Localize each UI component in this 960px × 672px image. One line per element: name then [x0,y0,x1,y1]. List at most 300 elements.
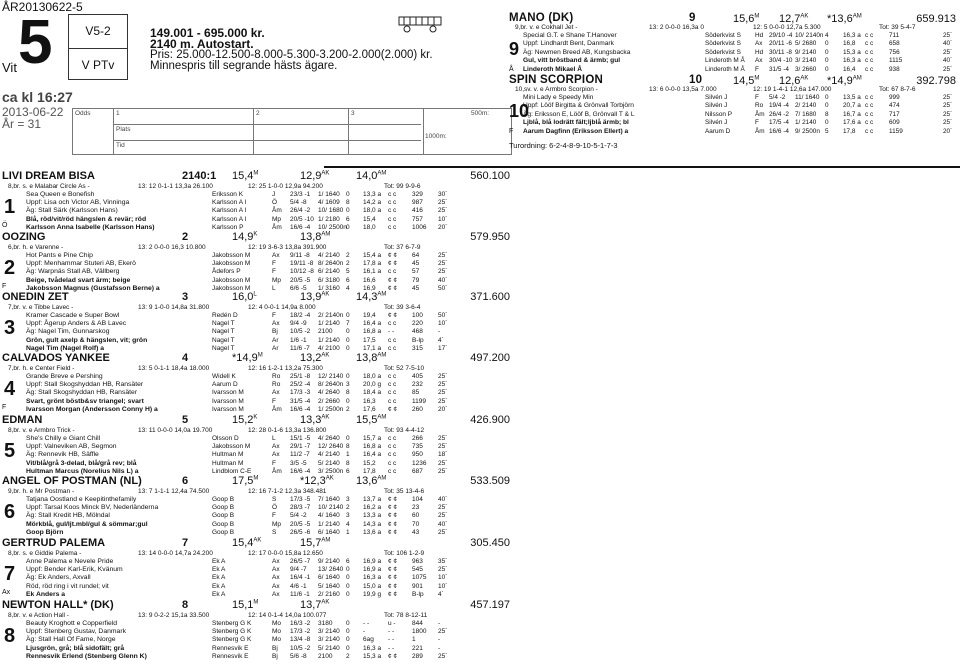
race-result-row [212,566,512,574]
horse-line: Äg: Ek Anders, Axvall [26,574,91,582]
record-type: AM [377,291,387,298]
race-result-row [212,574,512,582]
record-type: L [253,291,257,298]
result-cell: Ax [272,574,280,582]
horse-line: Beauty Kroghott e Copperfield [26,620,118,627]
result-cell: ¢ ¢ [388,574,398,582]
race-result-row [212,252,512,260]
result-cell: 687 [412,467,423,475]
horse-line: Uppf: Stall Skogshyddan HB, Ransäter [26,381,144,389]
record: $14,0^{AM}$ [356,170,387,182]
result-cell: 25/2 -4 [290,381,311,389]
record-3 [827,13,862,25]
result-cell: c c [388,451,397,459]
autostart-car-icon [398,14,442,34]
race-result-row [212,451,512,459]
result-cell: 9/ 2140 [318,558,340,565]
record: $15,6^M$ [733,13,760,25]
trainer-letter: F [509,128,514,135]
horse-line: Sea Queen e Bonefish [26,191,95,198]
race-result-row [705,40,960,48]
result-cell: 40´ [438,520,448,528]
record: $15,7^{AM}$ [300,537,331,549]
result-cell: c c [865,57,874,65]
result-cell: c c [388,191,397,198]
result-cell: 844 [412,620,423,627]
result-cell: 25/1 -8 [290,373,311,380]
result-cell: 0 [825,57,829,65]
record-3 [827,75,862,87]
record-2 [300,475,334,487]
result-cell: 14,2 a [363,199,382,207]
result-cell: 2 [346,260,350,268]
result-cell: 8 [346,459,350,467]
result-cell: 0 [346,344,350,352]
result-cell: Karlsson P [212,223,244,231]
result-cell: 15,4 a [363,252,382,259]
record: $12,9^{AK}$ [300,170,330,182]
result-cell: 266 [412,435,423,442]
horse-pedigree: 10,sv. v. e Armbro Scorpion - [515,86,598,93]
result-cell: 4/ 1640 [318,512,340,520]
result-cell: 221 [412,644,423,652]
result-cell: Nagel T [212,344,235,352]
record-type: AK [321,170,330,177]
result-cell: Eriksson K [212,191,244,198]
result-cell: 25´ [943,32,953,39]
result-cell: Hultman M [212,451,244,459]
result-cell: 60 [412,512,420,520]
result-cell: 9/11 -8 [290,252,310,259]
odds-col-1: 1 [116,110,120,117]
record-type: M [257,352,263,359]
stats-13: 13: 9 0-2-2 15,1a 33.500 [138,612,210,619]
result-cell: Ro [755,102,764,110]
result-cell: ¢ ¢ [388,312,398,319]
result-cell: 0 [346,328,350,336]
horse-pedigree: 6,br. h. e Varenne - [8,244,64,251]
result-cell: 3/ 2140 [795,57,817,65]
result-cell: 6/ 1640 [318,528,340,536]
result-cell: 0 [346,620,350,627]
result-cell: ¢ ¢ [388,496,398,503]
record: $14,9^K$ [232,231,258,243]
result-cell: Hd [755,32,764,39]
record: $15,1^M$ [232,599,259,611]
result-cell: 16,6 [363,276,376,284]
result-cell: 5/4 -2 [769,94,786,101]
result-cell: 20´ [943,127,953,135]
result-cell: F [272,512,276,520]
start-number: 2140:1 [182,170,217,182]
result-cell: 20/11 -6 [769,40,792,48]
odds-1000m: 1000m: [425,133,447,140]
result-cell: 10/ 2140 [318,504,344,512]
record-1 [232,352,263,364]
result-cell: 18´ [438,451,448,459]
result-cell: 1/6 -1 [290,336,307,344]
result-cell: 16,9 a [363,566,382,574]
stats-12: 12: 17 0-0-0 15,8a 12.650 [248,550,323,557]
result-cell: 3/ 2140 [318,628,340,636]
record: $15,4^{AK}$ [232,537,262,549]
record-1 [232,231,257,243]
result-cell: Åm [272,207,282,215]
result-cell: 2100 [318,652,333,660]
result-cell: Söderkvist S [705,48,741,56]
result-cell: 4´ [438,590,444,598]
horse-pedigree: 9,br. h. e Mr Postman - [8,488,75,495]
result-cell: Åm [272,223,282,231]
record: $*12,3^{AK}$ [300,475,334,487]
race-result-row [212,199,512,207]
result-cell: L [272,435,276,442]
result-cell: Nilsson P [705,110,732,118]
result-cell: 13,7 a [363,496,382,503]
start-number: 10 [689,74,703,86]
result-cell: 45 [412,260,420,268]
result-cell: 18,4 a [363,389,382,397]
horse-pedigree: 8,br. s. e Malabar Circle As - [8,183,90,190]
result-cell: 25´ [438,389,448,397]
result-cell: 45 [412,284,420,292]
race-result-row [212,328,512,336]
record-type: AM [852,75,862,82]
result-cell: 3/5 -5 [290,459,307,467]
result-cell: ¢ ¢ [388,566,398,574]
result-cell: 16,9 [363,284,376,292]
odds-col-3: 3 [351,110,355,117]
race-result-row [212,389,512,397]
result-cell: Mp [272,276,282,284]
result-cell: 0 [346,191,350,198]
result-cell: Ax [272,443,280,451]
result-cell: 15,0 a [363,582,382,590]
result-cell: 20,0 g [363,381,382,389]
result-cell: 1/ 2140 [318,520,340,528]
result-cell: - [438,620,441,627]
start-info [2,90,73,130]
stats-13: 13: 14 0-0-0 14,7a 24.200 [138,550,213,557]
result-cell: Ax [755,40,763,48]
result-cell: 25´ [438,528,448,536]
result-cell: ¢ ¢ [388,260,398,268]
race-result-row [705,119,960,127]
result-cell: 11/6 -1 [290,590,310,598]
earnings: 659.913 [916,13,956,25]
result-cell: 1/ 2140 [318,336,340,344]
result-cell: 4 [825,32,829,39]
stats-12: 12: 25 1-0-0 12,9a 94.200 [248,183,323,190]
race-result-row [212,381,512,389]
race-id: ÅR20130622-5 [2,0,83,14]
result-cell: 16/6 -4 [290,405,311,413]
result-cell: Ö [272,504,278,512]
earnings: 579.950 [470,231,510,243]
result-cell: F [272,312,276,319]
result-cell: 2/ 2140n [318,312,344,319]
result-cell: Ax [272,252,280,259]
result-cell: 15,2 [363,459,376,467]
trainer-letter: F [2,283,7,290]
result-cell: Mo [272,620,282,627]
driver: Rennesvik Erlend (Stenberg Glenn K) [26,652,147,660]
result-cell: 15,7 a [363,435,382,442]
result-cell: S [272,528,277,536]
result-cell: 28/3 -7 [290,504,311,512]
entry-3 [0,291,960,352]
result-cell: Aarum D [705,127,731,135]
result-cell: Ivarsson M [212,405,244,413]
horse-line: Hot Pants e Pine Chip [26,252,93,259]
result-cell: F [755,94,759,101]
result-cell: 2 [346,252,350,259]
trainer-letter: Ax [2,589,11,596]
horse-line: Röd, röd ring i vit rundel; vit [26,582,109,590]
result-cell: F [272,459,276,467]
record-2 [300,231,330,243]
horse-line: Äg: Stall Skogshyddan HB, Ransäter [26,389,138,397]
result-cell: c c [865,110,874,118]
horse-line: Äg: Stall Kredit HB, Mölndal [26,512,110,520]
record-3 [356,352,386,364]
stats-13: 13: 7 1-1-1 12,4a 74.500 [138,488,210,495]
result-cell: 20,7 a [843,102,861,110]
horse-line: Uppf: Bender Karl-Erik, Kvänum [26,566,123,574]
record: $13,7^{AK}$ [300,599,330,611]
record: $16,0^L$ [232,291,257,303]
result-cell: c c [388,443,397,451]
result-cell: Ax [272,558,280,565]
start-number: 4 [182,352,189,364]
race-result-row [705,128,960,136]
result-cell: 25´ [438,504,448,512]
result-cell: ¢ ¢ [388,520,398,528]
horse-line: Äg: Stall Särk (Karlsson Hans) [26,207,118,215]
result-cell: 25´ [438,467,448,475]
race-result-row [212,443,512,451]
result-cell: 50´ [438,284,448,292]
result-cell: 19/4 -4 [769,102,789,110]
record: $15,2^K$ [232,414,258,426]
result-cell: 756 [889,48,900,56]
result-cell: 16/6 -4 [290,223,311,231]
result-cell: Hd [755,48,764,56]
result-cell: 4/ 1609 [318,199,340,207]
result-cell: 6 [346,467,350,475]
record-1 [232,414,257,426]
record: $15,4^M$ [232,170,259,182]
result-cell: 735 [412,443,423,451]
result-cell: Ådefors P [212,268,241,276]
horse-line: Äg: Newmen Breed AB, Kungsbacka [523,48,631,56]
odds-plats: Plats [116,126,131,133]
result-cell: Åm [755,127,765,135]
result-cell: 0 [346,373,350,380]
record-type: AM [377,475,387,482]
result-cell: 609 [889,119,900,127]
result-cell: 315 [412,344,423,352]
result-cell: Mp [272,215,282,223]
result-cell: 16/3 -2 [290,620,311,627]
result-cell: c c [865,65,874,73]
race-result-row [212,277,512,285]
result-cell: c c [388,389,397,397]
result-cell: 15,3 a [363,652,382,660]
result-cell: 0 [346,582,350,590]
result-cell: 18,0 a [363,207,382,215]
result-cell: 15,3 a [843,48,861,56]
result-cell: - - [388,636,395,644]
horse-line: Vit/blå/grå 3-delad, blå/grå rev; blå [26,459,137,467]
result-cell: 20´ [438,223,448,231]
divider [324,166,960,168]
result-cell: 25´ [943,48,953,56]
result-cell: 8 [346,199,350,207]
result-cell: Karlsson A I [212,199,247,207]
record-type: AM [377,352,387,359]
result-cell: 999 [889,94,900,101]
result-cell: 16,7 a [843,110,861,118]
horse-line: Ljusgrön, grå; blå sidofält; grå [26,644,125,652]
result-cell: 31/5 -4 [290,397,311,405]
result-cell: 16,3 a [843,57,861,65]
start-number: 2 [182,231,189,243]
result-cell: Ro [272,373,281,380]
result-cell: 9/ 2140 [795,48,817,56]
record: $14,3^{AM}$ [356,291,387,303]
result-cell: - [363,628,366,636]
horse-line: Uppf: Stenberg Gustav, Danmark [26,628,126,636]
result-cell: Lindblom C-E [212,467,252,475]
horse-line: Ljblå, blå lodrätt fält;ljblå ärmb; bl [523,119,629,127]
result-cell: ¢ ¢ [388,284,398,292]
result-cell: 18,0 [363,223,376,231]
horse-name: GERTRUD PALEMA [2,537,106,549]
driver: Jakobsson Magnus (Gustafsson Berne) a [26,284,160,292]
result-cell: 25´ [438,652,448,660]
result-cell: 50´ [438,312,448,319]
record-type: M [253,170,259,177]
result-cell: 2/ 2160 [318,590,340,598]
race-result-row [212,216,512,224]
result-cell: Silvén J [705,119,728,127]
race-result-row [212,312,512,320]
race-date: 2013-06-22 [2,105,64,119]
result-cell: Åm [272,467,282,475]
result-cell: 19/11 -8 [290,260,314,268]
result-cell: 0 [346,574,350,582]
result-cell: 40´ [438,276,448,284]
result-cell: 232 [412,381,423,389]
result-cell: 757 [412,215,423,223]
horse-line: Uppf: Lindhardt Bent, Danmark [523,40,614,48]
stats-13: 13: 2 0-0-0 16,3 10.800 [138,244,206,251]
result-cell: 6/ 1640 [318,574,340,582]
result-cell: Jakobsson M [212,284,251,292]
result-cell: 25´ [943,65,953,73]
record-type: M [253,475,259,482]
result-cell: 2 [346,504,350,512]
result-cell: Söderkvist S [705,40,741,48]
result-cell: Goop B [212,520,235,528]
stats-13: 13: 9 1-0-0 14,8a 31.800 [138,304,210,311]
result-cell: c c [865,32,874,39]
result-cell: Ar [272,336,279,344]
result-cell: 25´ [943,110,953,118]
horse-line: Uppf: Tarsal Koos Minck BV, Nederländerna [26,504,159,512]
race-age: År = 31 [2,117,42,131]
result-cell: Åm [755,110,765,118]
result-cell: 10/5 -2 [290,644,311,652]
result-cell: F [755,119,759,127]
result-cell: Ö [272,199,278,207]
result-cell: 5/4 -8 [290,199,307,207]
driver: Ek Anders a [26,590,66,598]
result-cell: 6/ 3180 [318,276,340,284]
result-cell: 2/ 2140 [795,102,817,110]
turordning: Turordning: 6-2-4-8-9-10-5-1-7-3 [509,141,618,150]
record-type: K [253,414,258,421]
result-cell: 14,3 a [363,520,382,528]
race-result-row [212,636,512,644]
result-cell: 29/1 -7 [290,443,311,451]
entry-1 [0,170,960,231]
result-cell: 25´ [438,397,448,405]
result-cell: 8 [346,443,350,451]
race-result-row [212,207,512,215]
result-cell: Ax [272,566,280,574]
stats-13: 13: 12 0-1-1 13,3a 26.100 [138,183,213,190]
horse-line: Äg: Warpnäs Stall AB, Vällberg [26,268,120,276]
result-cell: 5/6 -8 [290,652,307,660]
result-cell: 57 [412,268,420,276]
result-cell: 3 [346,512,350,520]
result-cell: c c [865,119,874,127]
result-cell: Goop B [212,512,235,520]
result-cell: 20/5 -10 [290,215,314,223]
horse-line: She's Chilly e Giant Chill [26,435,101,442]
result-cell: - - [388,328,395,336]
result-cell: 0 [346,312,350,319]
trainer-letter: Ö [2,222,8,229]
result-cell: 10´ [438,215,448,223]
result-cell: B-lp [412,590,424,598]
result-cell: 20´ [438,405,448,413]
result-cell: 1/ 2180 [318,215,340,223]
horse-line: Uppf: Lööf Birgitta & Grönvall Torbjörn [523,102,634,110]
result-cell: Goop B [212,528,235,536]
result-cell: 5/ 2680 [795,40,817,48]
result-cell: 4/ 2140 [318,252,340,259]
record: $13,2^{AK}$ [300,352,330,364]
driver: Linderoth Mikael Å [523,65,582,73]
result-cell: 17´ [438,344,448,352]
result-cell: 717 [889,110,900,118]
horse-pedigree: 7,br. h. e Center Field - [8,365,75,372]
result-cell: ¢ ¢ [388,558,398,565]
result-cell: Rennesvik E [212,644,249,652]
race-result-row [212,191,512,199]
result-cell: 16,4 [843,65,856,73]
result-cell: 19,4 [363,312,376,319]
horse-line: Tatjana Oostland e Keepitinthefamily [26,496,137,503]
race-result-row [705,57,960,65]
result-cell: 16,3 a [363,574,382,582]
result-cell: 2 [346,405,350,413]
start-time: ca kl 16:27 [2,89,73,105]
result-cell: 10´ [438,574,448,582]
